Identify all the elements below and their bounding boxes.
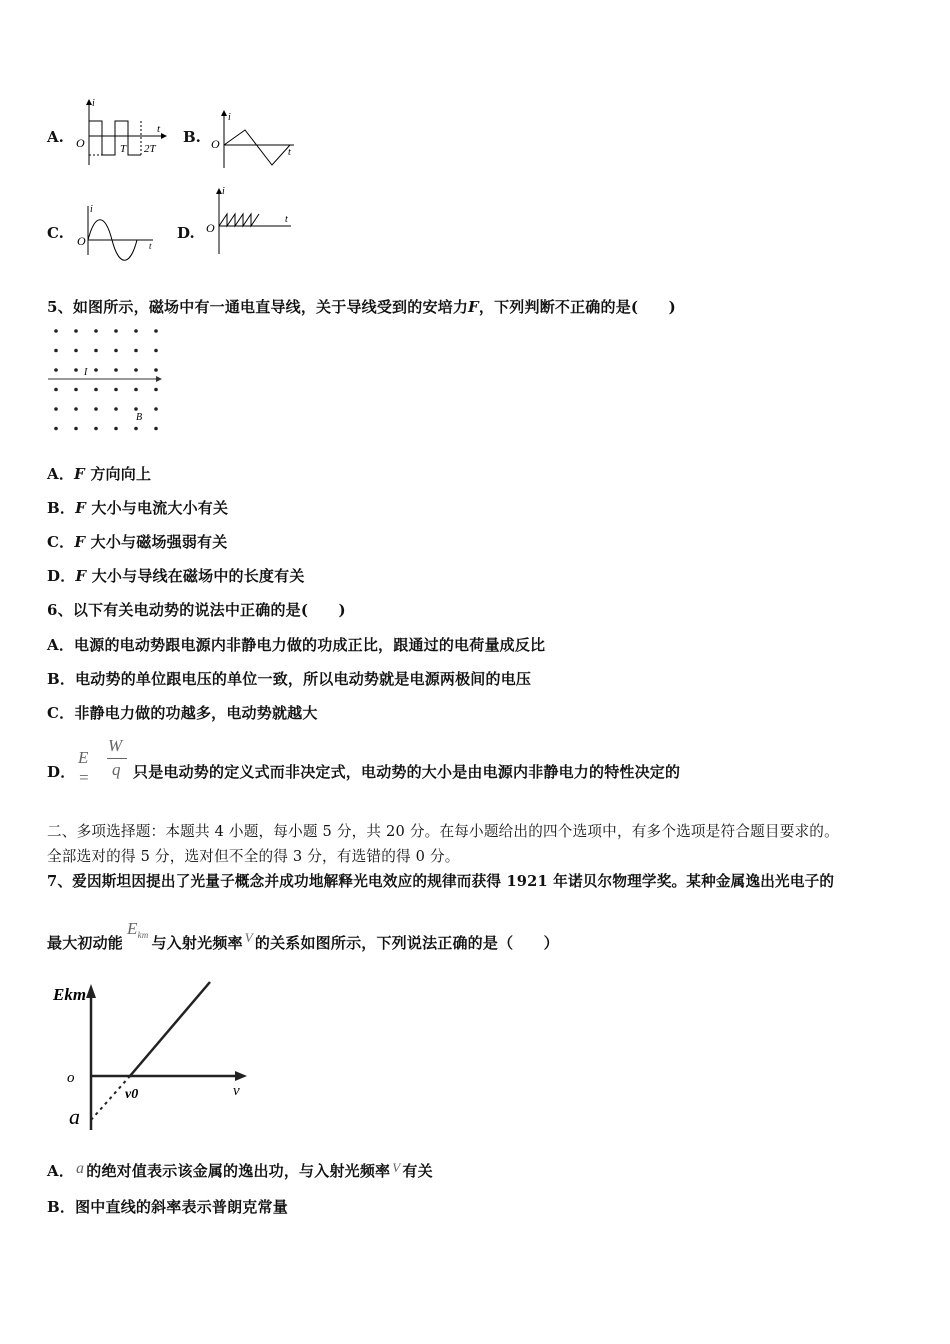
option-label: D． [47,567,76,585]
origin: O [76,136,85,150]
field-dot [154,349,158,353]
q6-option-a[interactable] [47,634,545,655]
field-dot [94,407,98,411]
option-var: F [75,567,87,585]
field-dot [134,427,138,431]
field-label: B [136,412,143,423]
intercept-a-label: a [69,1104,80,1129]
axis-t: t [149,241,152,251]
q7-option-b[interactable] [47,1196,288,1217]
q7-text: 最大初动能 [47,934,124,952]
q7-text: 的关系如图所示，下列说法正确的是（ ） [254,934,559,952]
option-label: A． [47,465,75,483]
axis-i: i [228,112,231,123]
field-dot [154,329,158,333]
field-dot [74,349,78,353]
ekm-symbol: E [127,919,138,938]
field-dot [154,427,158,431]
q4-option-b-graph [210,110,300,170]
option-var: F [75,499,86,517]
option-text: 的绝对值表示该金属的逸出功，与入射光频率 [86,1162,391,1180]
v0-label: v0 [125,1087,139,1102]
option-label: B． [47,499,76,517]
q7-stem-line2 [47,919,559,953]
origin: O [206,221,215,235]
axis-t: t [157,123,161,135]
option-text: 非静电力做的功越多，电动势就越大 [74,704,318,722]
field-dot [94,349,98,353]
field-dot [74,427,78,431]
field-dot [134,349,138,353]
q5-stem-text: 5、如图所示，磁场中有一通电直导线，关于导线受到的安培力 [47,298,469,316]
q7-stem-line1: 7、爱因斯坦因提出了光量子概念并成功地解释光电效应的规律而获得 1921 年诺贝尔物理学奖。某种金属逸出光电子的 [47,873,835,890]
option-label: D． [47,763,76,781]
q4-option-b-label: B. [183,128,201,146]
tick-T: T [120,143,127,155]
field-dot [114,349,118,353]
field-dot [134,407,138,411]
q5-stem-end: ，下列判断不正确的是( ) [478,298,676,316]
a-symbol: a [76,1160,85,1177]
q5-option-c[interactable] [47,531,227,552]
option-label: C． [47,704,75,722]
origin: O [77,234,86,248]
axis-i: i [90,204,93,215]
axis-i: i [92,98,95,109]
field-dot [54,368,58,372]
field-dot [54,407,58,411]
q6-option-c[interactable] [47,702,318,723]
q5-stem-var: F [468,298,479,316]
section2-instructions-2: 全部选对的得 5 分，选对但不全的得 3 分，有选错的得 0 分。 [47,848,460,865]
option-text: 图中直线的斜率表示普朗克常量 [75,1198,288,1216]
option-text: 有关 [402,1162,433,1180]
option-label: B． [47,1198,76,1216]
formula-lhs: E = [78,748,90,787]
axis-i: i [222,186,225,197]
tick-2T: 2T [144,143,156,155]
ekm-subscript: km [137,930,149,940]
formula-numerator: W [108,736,123,755]
option-text: 大小与电流大小有关 [91,499,229,517]
q4-option-a-label: A. [47,128,64,146]
field-dot [94,427,98,431]
option-text: 大小与磁场强弱有关 [90,533,228,551]
q7-option-a[interactable] [47,1160,433,1181]
field-dot [134,368,138,372]
q4-option-d-graph [205,186,295,256]
field-dot [54,329,58,333]
q6-option-d-text: 只是电动势的定义式而非决定式，电动势的大小是由电源内非静电力的特性决定的 [133,763,681,781]
field-dot [94,329,98,333]
field-dot [54,349,58,353]
field-dot [54,427,58,431]
field-dot [134,329,138,333]
q4-option-c-graph [75,203,160,261]
field-dot [114,388,118,392]
q4-option-c-label: C. [47,224,64,242]
field-dot [94,388,98,392]
option-label: A． [47,1162,75,1180]
q5-stem [47,296,676,317]
q5-option-d[interactable] [47,565,305,586]
axis-t: t [288,147,291,158]
y-axis-label: Ekm [53,985,87,1004]
field-dot [74,407,78,411]
field-dot [74,329,78,333]
option-label: B． [47,670,76,688]
q6-stem: 6、以下有关电动势的说法中正确的是( ) [47,601,346,619]
option-var: F [74,465,85,483]
q7-ekm-vs-frequency-graph [45,980,255,1135]
q4-option-a-graph [75,97,170,167]
field-dot [114,329,118,333]
q5-magnetic-field-figure [48,325,168,437]
option-text: 电源的电动势跟电源内非静电力做的功成正比，跟通过的电荷量成反比 [74,636,546,654]
nu-symbol: V [392,1160,401,1175]
option-label: A． [47,636,75,654]
current-label: I [84,367,88,378]
field-dot [154,368,158,372]
field-dot [54,388,58,392]
q7-text: 与入射光频率 [151,934,243,952]
option-text: 电动势的单位跟电压的单位一致，所以电动势就是电源两极间的电压 [75,670,532,688]
q6-option-b[interactable] [47,668,531,689]
section2-instructions-1: 二、多项选择题：本题共 4 小题，每小题 5 分，共 20 分。在每小题给出的四个选项中，有多个选项是符合题目要求的。 [47,823,839,840]
axis-t: t [285,214,288,225]
field-dot [74,368,78,372]
nu-symbol: V [244,930,253,945]
q6-option-d[interactable] [47,761,75,782]
field-dot [134,388,138,392]
option-text: 大小与导线在磁场中的长度有关 [91,567,305,585]
q5-option-a[interactable] [47,463,151,484]
formula-denominator: q [112,760,121,779]
field-dot [94,368,98,372]
field-dot [114,368,118,372]
field-dot [114,407,118,411]
origin: O [211,137,220,151]
field-dot [154,407,158,411]
option-text: 方向向上 [90,465,152,483]
origin-label: o [67,1070,75,1086]
option-label: C． [47,533,75,551]
q4-option-d-label: D. [177,224,195,242]
option-var: F [74,533,86,551]
field-dot [114,427,118,431]
field-dot [74,388,78,392]
x-axis-label: v [233,1083,240,1099]
q5-option-b[interactable] [47,497,228,518]
field-dot [154,388,158,392]
